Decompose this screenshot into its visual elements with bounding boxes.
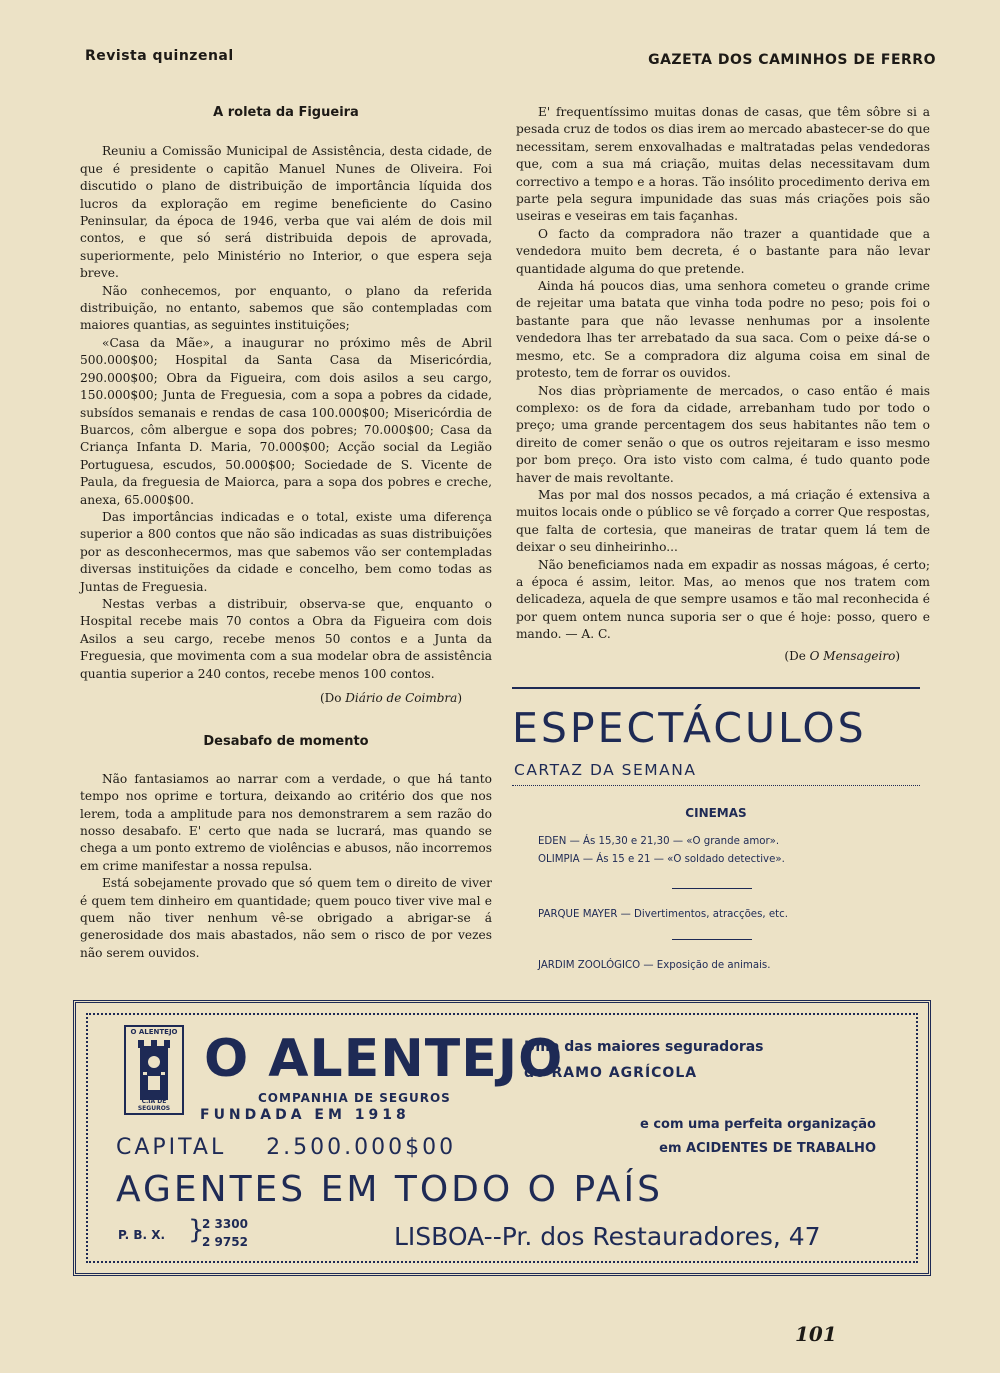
- article-paragraph: Ainda há poucos dias, uma senhora cometeu o grande crime de rejeitar uma batata que vinha toda podre no peso; pois foi o bastante para que não levasse nenhumas por a insolente vendedora lhas ter arrebatado da sua saca. Com o peixe dá-se o mesmo, etc. Se a compradora diz alguma coisa em sinal de protesto, tem de forrar os ouvidos.: [516, 279, 930, 381]
- ad-phone-1: 2 3300: [202, 1217, 248, 1231]
- ad-company-type: COMPANHIA DE SEGUROS: [258, 1091, 451, 1105]
- divider: [672, 888, 752, 889]
- article-paragraph: Mas por mal dos nossos pecados, a má criação é extensiva a muitos locais onde o público se vê forçado a correr Que respostas, que falta de cortesia, que maneiras de tratar quem lá tem de deixar o seu dinheirinho...: [516, 487, 930, 555]
- parque-mayer: PARQUE MAYER — Divertimentos, atracções, etc.: [538, 909, 788, 920]
- article-title-desabafo: Desabafo de momento: [203, 734, 369, 750]
- article-credit: (Do Diário de Coimbra): [319, 691, 462, 705]
- section-rule: [512, 687, 920, 689]
- espectaculos-title: ESPECTÁCULOS: [512, 704, 867, 752]
- logo-text-bottom: C.IA DE SEGUROS: [137, 1098, 171, 1112]
- ad-founded: FUNDADA EM 1918: [200, 1107, 410, 1123]
- cinema-eden: EDEN — Ás 15,30 e 21,30 — «O grande amor».: [538, 836, 780, 847]
- ad-address: LISBOA--Pr. dos Restauradores, 47: [394, 1222, 821, 1251]
- article-title-roleta: A roleta da Figueira: [213, 105, 359, 120]
- cinema-olimpia: OLIMPIA — Ás 15 e 21 — «O soldado detective».: [538, 854, 785, 865]
- article-paragraph: Nos dias pròpriamente de mercados, o caso então é mais complexo: os de fora da cidade, arrebanham tudo por todo o preço; uma grande percentagem dos seus habitantes não tem o direito de comer senão o que os outros rejeitaram e isso mesmo por bom preço. Ora isto visto com calma, é tudo quanto pode haver de mais revoltante.: [516, 383, 930, 485]
- ad-tagline-2: do RAMO AGRÍCOLA: [524, 1065, 698, 1081]
- jardim-zoologico: JARDIM ZOOLÓGICO — Exposição de animais.: [538, 960, 771, 971]
- article-paragraph: Não fantasiamos ao narrar com a verdade, o que há tanto tempo nos oprime e tortura, deixando ao critério dos que nos lerem, toda a amplitude para nos demonstrarem a sem razão do nosso desabafo. E' certo que nada se lucrará, mas quando se chega a um ponto extremo de violências e abusos, não incorremos em crime manifestar a nossa repulsa.: [80, 771, 492, 873]
- logo-text-top: O ALENTEJO: [130, 1028, 178, 1036]
- ad-phone-2: 2 9752: [202, 1235, 248, 1249]
- cinemas-heading: CINEMAS: [685, 806, 747, 820]
- ad-brace: }: [188, 1215, 205, 1245]
- castle-tower-icon: [134, 1038, 174, 1100]
- ad-tagline-4: em ACIDENTES DE TRABALHO: [659, 1141, 876, 1156]
- ad-tagline-3: e com uma perfeita organização: [639, 1117, 876, 1132]
- divider: [672, 939, 752, 940]
- ad-agentes: AGENTES EM TODO O PAÍS: [116, 1169, 663, 1210]
- ad-pbx-label: P. B. X.: [118, 1228, 166, 1242]
- right-column: [516, 104, 930, 665]
- cartaz-subtitle: CARTAZ DA SEMANA: [514, 761, 697, 779]
- article-paragraph: Nestas verbas a distribuir, observa-se que, enquanto o Hospital recebe mais 70 contos a Obra da Figueira com dois Asilos a seu cargo, recebe menos 50 contos e a Junta da Freguesia, que movimenta com a sua modelar obra de assistência quantia superior a 240 contos, recebe menos 100 contos.: [80, 596, 492, 681]
- running-head-right: GAZETA DOS CAMINHOS DE FERRO: [648, 52, 936, 68]
- advertisement-alentejo: [73, 1000, 931, 1276]
- alentejo-logo: [124, 1025, 184, 1115]
- article-paragraph: Reuniu a Comissão Municipal de Assistência, desta cidade, de que é presidente o capitão Manuel Nunes de Oliveira. Foi discutido o plano de distribuição de importância líquida dos lucros da exploração em regime beneficiente do Casino Peninsular, da época de 1946, verba que vai além de dois mil contos, e que só será distribuida depois de aprovada, superiormente, pelo Ministério no Interior, o que espera seja breve.: [80, 144, 492, 281]
- article-paragraph: E' frequentíssimo muitas donas de casas, que têm sôbre si a pesada cruz de todos os dias irem ao mercado abastecer-se do que necessitam, serem enxovalhadas e maltratadas pelas vendedoras que, com a sua má criação, muitas delas necessitavam dum correctivo a tempo e a horas. Tão insólito procedimento deriva em parte pela segura impunidade das suas más criações pois são useiras e veseiras em tais façanhas.: [516, 105, 930, 224]
- article-paragraph: Não conhecemos, por enquanto, o plano da referida distribuição, no entanto, sabemos que são contempladas com maiores quantias, as seguintes instituições;: [80, 283, 492, 333]
- ad-capital: CAPITAL 2.500.000$00: [116, 1135, 457, 1160]
- article-paragraph: Das importâncias indicadas e o total, existe uma diferença superior a 800 contos que não são indicadas as suas distribuições por as desconhecermos, mas que sabemos vão ser contempladas diversas instituições da cidade e concelho, bem como todas as Juntas de Freguesia.: [80, 509, 492, 594]
- article-paragraph: O facto da compradora não trazer a quantidade que a vendedora muito bem decreta, é o bastante para não levar quantidade alguma do que pretende.: [516, 226, 930, 276]
- ad-tagline-1: Uma das maiores seguradoras: [524, 1039, 764, 1055]
- ad-company-name: O ALENTEJO: [204, 1029, 564, 1089]
- article-paragraph: Está sobejamente provado que só quem tem o direito de viver é quem tem dinheiro em quantidade; quem pouco tiver vive mal e quem não tiver nenhum vê-se obrigado a abrigar-se á generosidade dos mais abastados, não sem o risco de por vezes não serem ouvidos.: [80, 876, 492, 960]
- article-paragraph: Não beneficiamos nada em expadir as nossas mágoas, é certo; a época é assim, leitor. Mas, ao menos que nos tratem com delicadeza, aquela de que sempre usamos e tão mal reconhecida é por quem ontem nunca suporia ser o que é hoje: posso, quero e mando. — A. C.: [516, 557, 930, 642]
- article-credit: (De O Mensageiro): [784, 648, 900, 663]
- dotted-rule: [512, 785, 920, 786]
- article-paragraph: «Casa da Mãe», a inaugurar no próximo mês de Abril 500.000$00; Hospital da Santa Casa da Misericórdia, 290.000$00; Obra da Figueira, com dois asilos a seu cargo, 150.000$00; Junta de Freguesia, com a sopa a pobres da cidade, subsídos semanais e rendas de casa 100.000$00; Misericórdia de Buarcos, côm albergue e sopa dos pobres; 70.000$00; Casa da Criança Infanta D. Maria, 70.000$00; Acção social da Legião Portuguesa, escudos, 50.000$00; Sociedade de S. Vicente de Paula, da freguesia de Maiorca, para a sopa dos pobres e creche, anexa, 65.000$00.: [80, 335, 492, 507]
- page-number: 101: [795, 1322, 837, 1346]
- running-head-left: Revista quinzenal: [85, 48, 234, 64]
- left-column: [80, 104, 492, 962]
